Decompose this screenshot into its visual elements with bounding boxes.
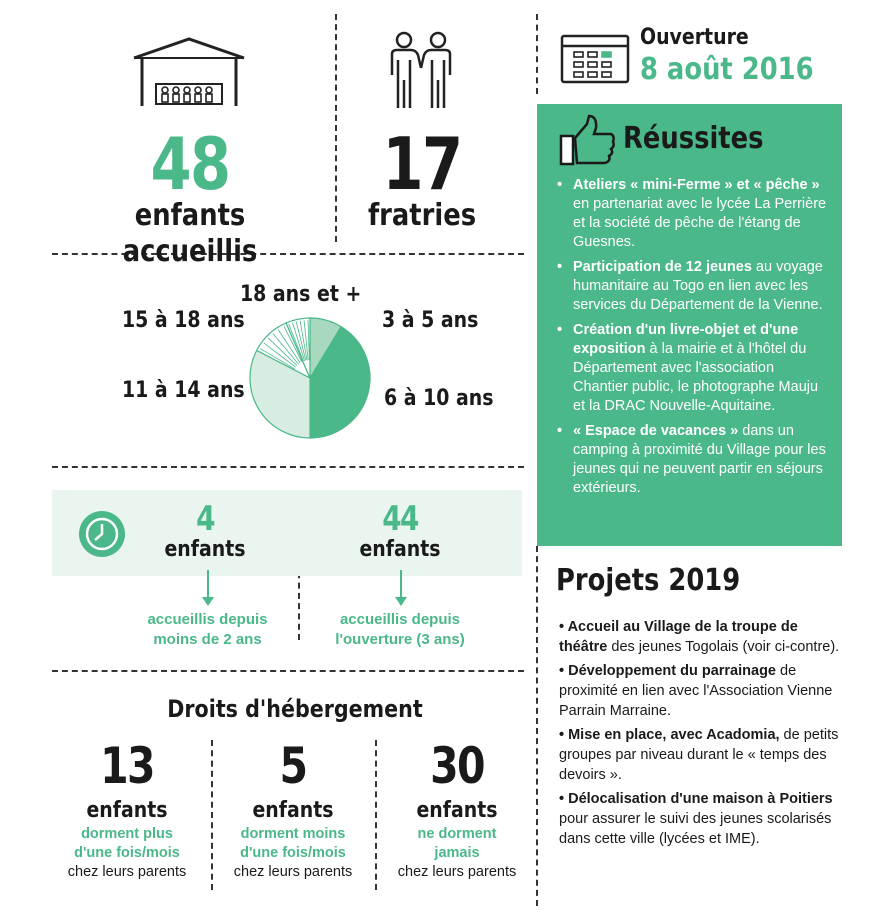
project-item-4-text: pour assurer le suivi des jeunes scolarisés dans cette ville (lycées et IME). xyxy=(559,811,832,847)
lodging-1-label: enfants xyxy=(86,798,168,823)
duration-right-count: 44 xyxy=(382,499,418,539)
duration-left-caption-2: moins de 2 ans xyxy=(153,631,262,648)
arrow-left-line xyxy=(207,570,209,598)
arrow-right-head xyxy=(395,597,407,606)
divider-horizontal-2 xyxy=(52,466,524,468)
house-icon xyxy=(132,36,246,108)
opening-label: Ouverture xyxy=(640,25,749,50)
pie-label-6-10: 6 à 10 ans xyxy=(384,386,494,411)
divider-vertical-main-lower xyxy=(536,546,538,906)
projects-list xyxy=(559,617,849,853)
opening-date: 8 août 2016 xyxy=(640,52,814,87)
lodging-1-plain: chez leurs parents xyxy=(67,864,187,880)
lodging-1-green-1: dorment plus xyxy=(81,826,173,842)
duration-left-caption-1: accueillis depuis xyxy=(147,611,268,628)
project-item-3-text: de petits groupes par niveau durant le « temps des devoirs ». xyxy=(559,727,839,783)
duration-right-caption-1: accueillis depuis xyxy=(339,611,461,628)
lodging-3-label: enfants xyxy=(416,798,498,823)
project-item-2-text: de proximité en lien avec l'Association Vienne Parrain Marraine. xyxy=(559,663,833,719)
divider-vertical-top xyxy=(335,14,337,242)
lodging-item-2 xyxy=(218,738,368,882)
arrow-left-head xyxy=(202,597,214,606)
lodging-title: Droits d'hébergement xyxy=(167,695,423,723)
success-item xyxy=(555,258,830,315)
successes-title: Réussites xyxy=(623,121,764,156)
success-item-3-text: à la mairie et à l'hôtel du Département avec l'association Chantier public, le photographe Mauju et la DRAC Nouvelle-Aquitaine. xyxy=(573,341,819,414)
lodging-item-3 xyxy=(382,738,532,882)
lodging-2-green-1: dorment moins xyxy=(240,826,346,842)
project-item-4-bold: • Délocalisation d'une maison à Poitiers xyxy=(559,791,833,807)
lodging-2-green-2: d'une fois/mois xyxy=(240,845,346,861)
family-icon xyxy=(384,30,458,110)
calendar-icon xyxy=(560,32,630,84)
divider-vertical-lodging-1 xyxy=(211,740,213,890)
project-item-3-bold: • Mise en place, avec Acadomia, xyxy=(559,727,780,743)
lodging-2-plain: chez leurs parents xyxy=(233,864,353,880)
projects-title: Projets 2019 xyxy=(556,563,741,598)
divider-vertical-lodging-2 xyxy=(375,740,377,890)
project-item xyxy=(559,617,849,657)
lodging-3-green-1: ne dorment xyxy=(417,826,497,842)
lodging-2-label: enfants xyxy=(252,798,334,823)
duration-left-caption xyxy=(120,610,295,650)
successes-list xyxy=(555,176,830,498)
pie-label-3-5: 3 à 5 ans xyxy=(382,308,479,333)
success-item xyxy=(555,422,830,498)
success-item-2-text: au voyage humanitaire au Togo en lien avec les services du Département de la Vienne. xyxy=(573,259,823,313)
lodging-1-green-2: d'une fois/mois xyxy=(74,845,180,861)
siblings-label: fratries xyxy=(367,198,477,233)
divider-horizontal-3 xyxy=(52,670,524,672)
divider-vertical-main xyxy=(536,14,538,94)
project-item xyxy=(559,789,849,849)
success-item xyxy=(555,321,830,416)
lodging-2-count: 5 xyxy=(279,737,307,795)
lodging-3-green-2: jamais xyxy=(434,845,480,861)
lodging-item-1 xyxy=(52,738,202,882)
children-label: enfants accueillis xyxy=(122,198,258,269)
thumbs-up-icon xyxy=(559,114,617,166)
success-item-1-bold: Ateliers « mini-Ferme » et « pêche » xyxy=(573,177,820,193)
project-item-1-text: des jeunes Togolais (voir ci-contre). xyxy=(607,639,840,655)
project-item-2-bold: • Développement du parrainage xyxy=(559,663,776,679)
project-item xyxy=(559,661,849,721)
success-item-3-bold: Création d'un livre-objet et d'une exposition xyxy=(573,322,799,357)
lodging-3-plain: chez leurs parents xyxy=(397,864,517,880)
clock-icon xyxy=(78,510,126,558)
arrow-right-line xyxy=(400,570,402,598)
duration-right-label: enfants xyxy=(359,537,441,562)
pie-label-18-plus: 18 ans et + xyxy=(240,282,362,307)
duration-left-label: enfants xyxy=(164,537,246,562)
pie-label-11-14: 11 à 14 ans xyxy=(122,378,245,403)
project-item-1-bold: • Accueil au Village de la troupe de théâtre xyxy=(559,619,798,655)
duration-right-caption xyxy=(310,610,490,650)
siblings-count: 17 xyxy=(382,122,462,206)
successes-list-wrap xyxy=(555,176,830,504)
duration-left-count: 4 xyxy=(196,499,214,539)
success-item-4-bold: « Espace de vacances » xyxy=(573,423,739,439)
success-item-2-bold: Participation de 12 jeunes xyxy=(573,259,752,275)
success-item xyxy=(555,176,830,252)
pie-label-15-18: 15 à 18 ans xyxy=(122,308,245,333)
children-count: 48 xyxy=(150,122,230,206)
duration-right-caption-2: l'ouverture (3 ans) xyxy=(335,631,465,648)
lodging-1-count: 13 xyxy=(100,737,154,795)
project-item xyxy=(559,725,849,785)
lodging-3-count: 30 xyxy=(430,737,484,795)
success-item-4-text: dans un camping à proximité du Village pour les jeunes qui ne peuvent partir en séjours extérieurs. xyxy=(573,423,826,496)
success-item-1-text: en partenariat avec le lycée La Perrière et la société de pêche de l'étang de Guesnes. xyxy=(573,196,827,250)
age-pie-chart xyxy=(246,314,374,442)
successes-panel xyxy=(537,104,842,546)
